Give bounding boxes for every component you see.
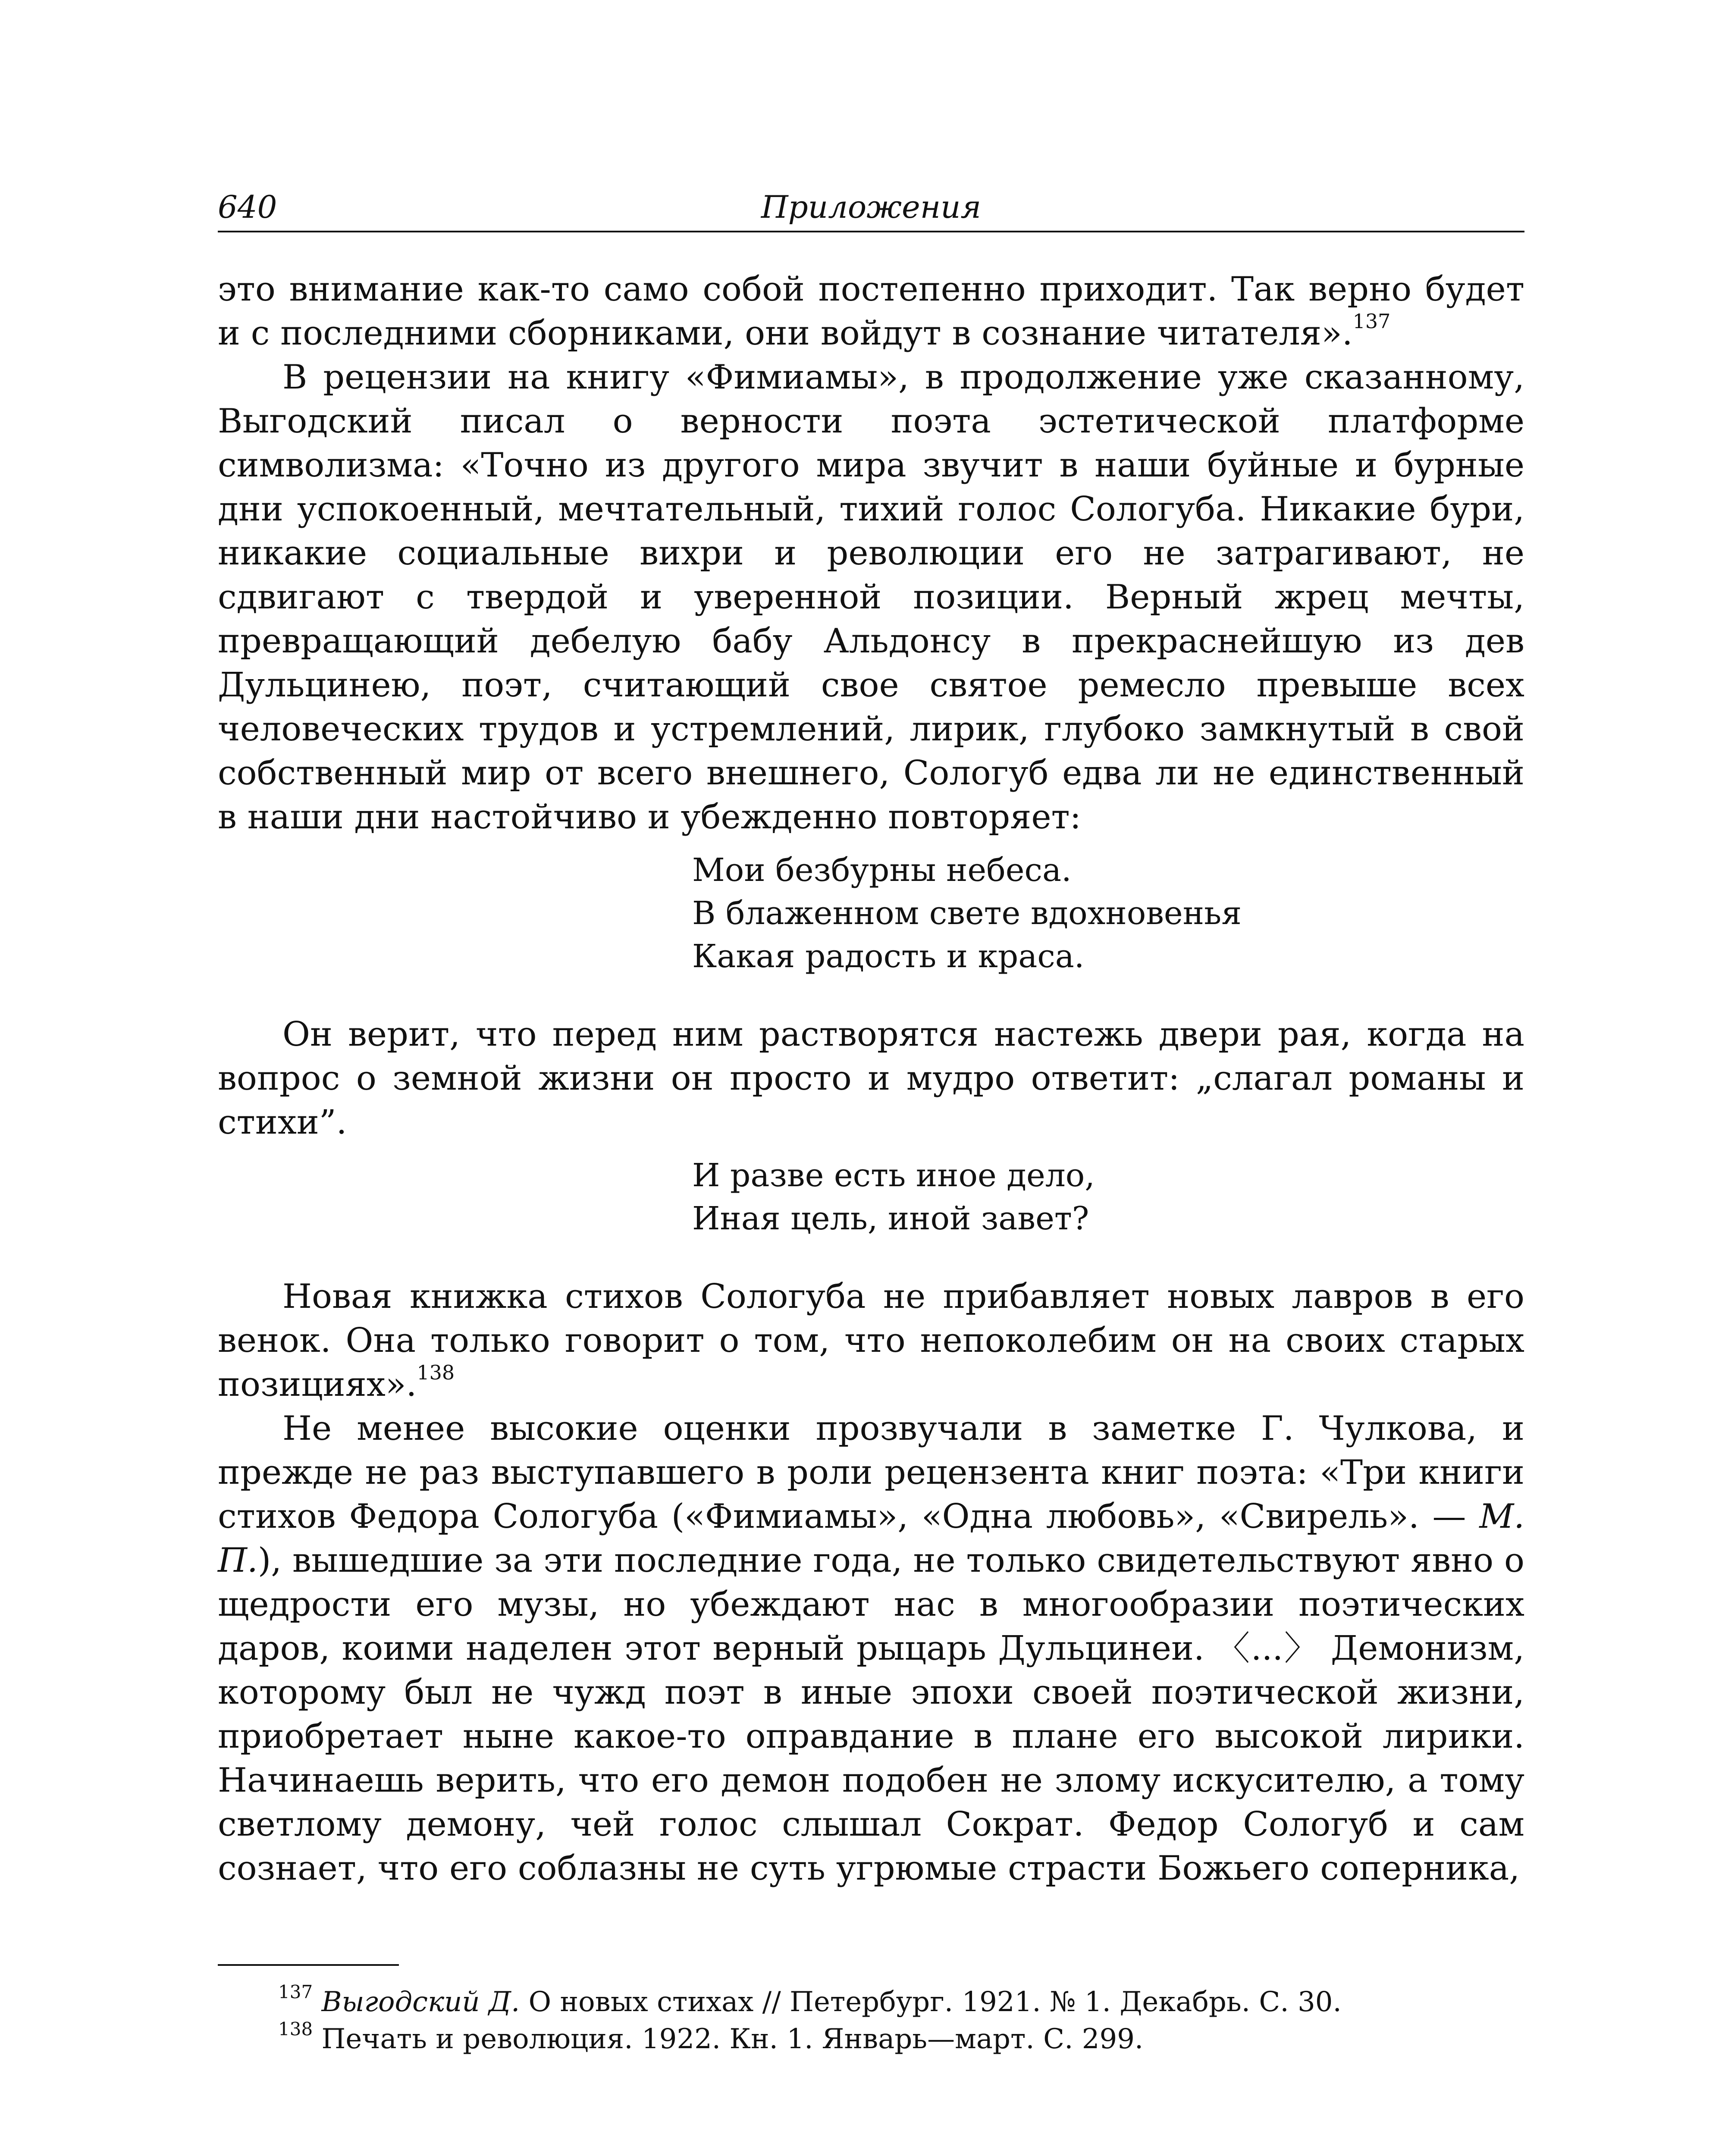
paragraph-4 [218, 1275, 1524, 1407]
verse-quote-2 [692, 1154, 1524, 1240]
paragraph-5-text-b: ), вышедшие за эти последние года, не только свидетельствуют явно о щедрости его музы, но убеждают нас в многообразии поэтических даров, коими наделен этот верный рыцарь Дульцинеи. 〈...〉 Демонизм, которому был не чужд поэт в иные эпохи своей поэтической жизни, приобретает ныне какое-то оправдание в плане его высокой лирики. Начинаешь верить, что его демон подобен не злому искусителю, а тому светлому демону, чей голос слышал Сократ. Федор Сологуб и сам сознает, что его соблазны не суть угрюмые страсти Божьего соперника, [218, 1541, 1524, 1888]
footnotes [218, 1981, 1524, 2058]
footnote-author: Выгодский Д. [321, 1986, 520, 2018]
paragraph-5-text-a: Не менее высокие оценки прозвучали в заметке Г. Чулкова, и прежде не раз выступавшего в роли рецензента книг поэта: «Три книги стихов Федора Сологуба («Фимиамы», «Одна любовь», «Свирель». — [218, 1409, 1524, 1536]
verse-quote-1 [692, 849, 1524, 978]
paragraph-1 [218, 267, 1524, 355]
footnote-number: 137 [278, 1981, 313, 2002]
verse-line: Иная цель, иной завет? [692, 1200, 1089, 1237]
paragraph-4-text: Новая книжка стихов Сологуба не прибавляет новых лавров в его венок. Она только говорит о том, что непоколебим он на своих старых позициях». [218, 1277, 1524, 1404]
footnote-number: 138 [278, 2018, 313, 2040]
paragraph-1-text: это внимание как-то само собой постепенно приходит. Так верно будет и с последними сборниками, они войдут в сознание читателя». [218, 270, 1524, 353]
verse-line: Мои безбурны небеса. [692, 852, 1072, 889]
footnote-137 [218, 1981, 1524, 2021]
page-header [218, 183, 1524, 232]
main-text [218, 267, 1524, 1890]
verse-line: В блаженном свете вдохновенья [692, 895, 1242, 932]
editor-initials: М. П. [218, 1497, 1524, 1580]
footnote-divider [218, 1964, 399, 1966]
paragraph-3: Он верит, что перед ним растворятся настежь двери рая, когда на вопрос о земной жизни он просто и мудро ответит: „слагал романы и стихи”. [218, 1015, 1524, 1142]
footnote-ref-137: 137 [1352, 310, 1391, 333]
verse-line: И разве есть иное дело, [692, 1157, 1095, 1194]
footnote-138 [218, 2018, 1524, 2058]
footnote-ref-138: 138 [417, 1361, 455, 1384]
running-title: Приложения [761, 189, 982, 225]
verse-line: Какая радость и краса. [692, 938, 1085, 975]
footnote-text: О новых стихах // Петербург. 1921. № 1. Декабрь. С. 30. [520, 1986, 1342, 2018]
footnote-text: Печать и революция. 1922. Кн. 1. Январь—март. С. 299. [321, 2023, 1144, 2055]
paragraph-5 [218, 1407, 1524, 1890]
page-number: 640 [218, 189, 277, 225]
paragraph-2: В рецензии на книгу «Фимиамы», в продолжение уже сказанному, Выгодский писал о верности поэта эстетической платформе символизма: «Точно из другого мира звучит в наши буйные и бурные дни успокоенный, мечтательный, тихий голос Сологуба. Никакие бури, никакие социальные вихри и революции его не затрагивают, не сдвигают с твердой и уверенной позиции. Верный жрец мечты, превращающий дебелую бабу Альдонсу в прекраснейшую из дев Дульцинею, поэт, считающий свое святое ремесло превыше всех человеческих трудов и устремлений, лирик, глубоко замкнутый в свой собственный мир от всего внешнего, Сологуб едва ли не единственный в наши дни настойчиво и убежденно повторяет: [218, 358, 1524, 837]
